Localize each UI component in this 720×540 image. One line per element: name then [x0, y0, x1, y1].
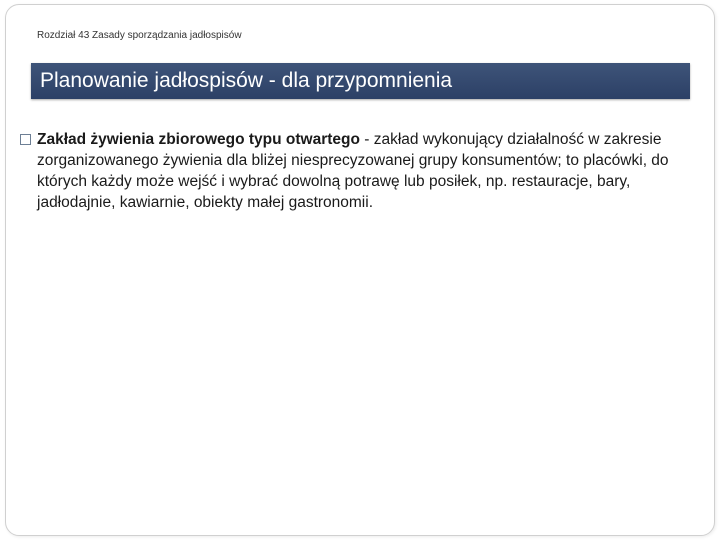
slide-content [20, 129, 680, 213]
bullet-term: Zakład żywienia zbiorowego typu otwartego [37, 131, 360, 148]
slide-title: Planowanie jadłospisów - dla przypomnienia [40, 69, 453, 92]
square-bullet-icon [20, 134, 31, 145]
bullet-definition: - zakład wykonujący działalność w zakresie zorganizowanego żywienia dla bliżej niesprecyzowanej grupy konsumentów; to placówki, do których każdy może wejść i wybrać dowolną potrawę lub posiłek, np. restauracje, bary, jadłodajnie, kawiarnie, obiekty małej gastronomii. [37, 131, 669, 211]
chapter-label: Rozdział 43 Zasady sporządzania jadłospisów [37, 30, 242, 41]
title-bar [31, 63, 690, 99]
bullet-item [20, 129, 680, 213]
bullet-text [37, 129, 671, 213]
